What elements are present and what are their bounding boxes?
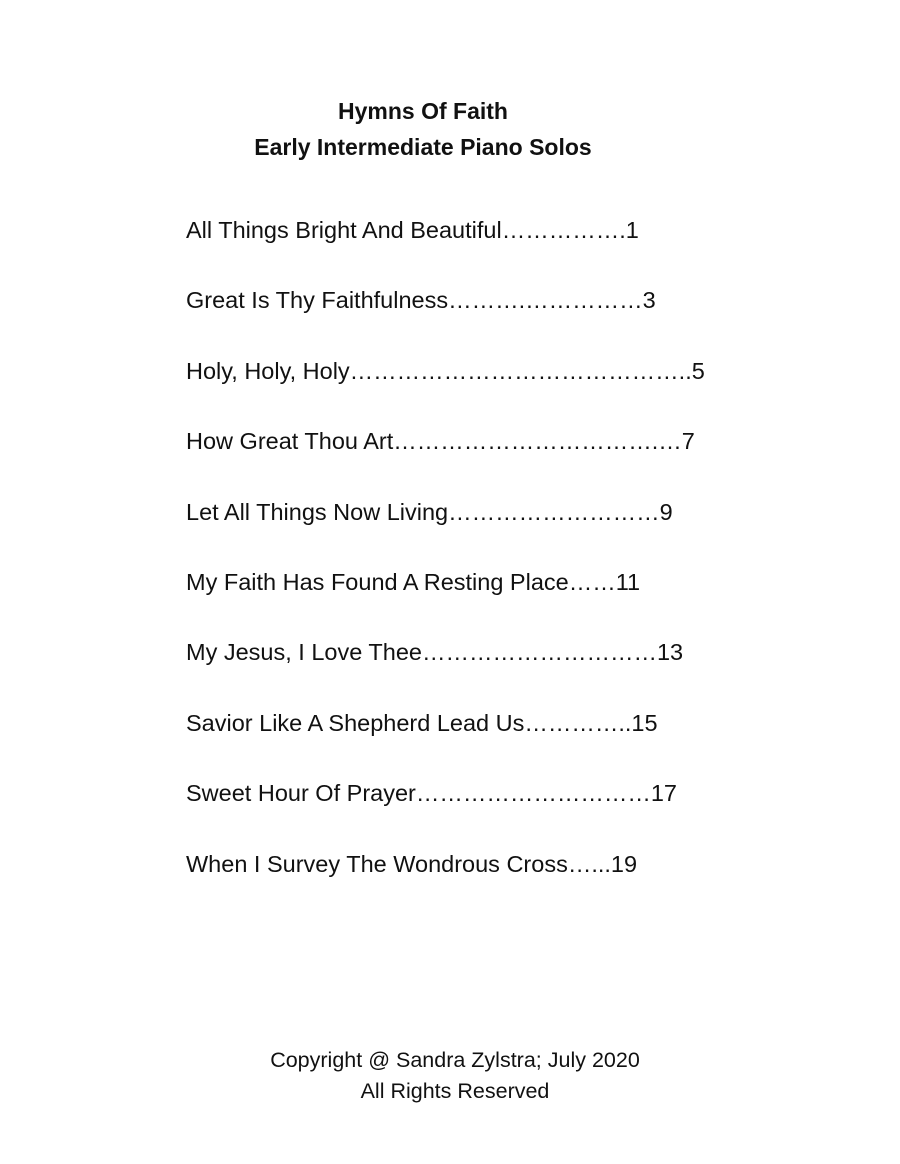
toc-entry: When I Survey The Wondrous Cross…...19	[186, 850, 638, 877]
toc-entry: How Great Thou Art…………………………….…7	[186, 428, 695, 455]
book-subtitle: Early Intermediate Piano Solos	[254, 134, 592, 160]
copyright-footer	[0, 1045, 900, 1107]
toc-entry: My Jesus, I Love Thee…………………………13	[186, 639, 684, 666]
copyright-notice: Copyright @ Sandra Zylstra; July 2020	[270, 1048, 640, 1072]
page-title	[0, 93, 846, 165]
toc-entry: Holy, Holy, Holy……………………………………..5	[186, 357, 705, 384]
book-title: Hymns Of Faith	[338, 98, 508, 124]
toc-entry: Let All Things Now Living………………………9	[186, 498, 673, 525]
toc-entry: My Faith Has Found A Resting Place……11	[186, 568, 641, 595]
toc-entry: Sweet Hour Of Prayer…………………………17	[186, 780, 677, 807]
toc-entry: Great Is Thy Faithfulness……….……………3	[186, 287, 656, 314]
table-of-contents	[186, 212, 746, 916]
toc-entry: All Things Bright And Beautiful…………….1	[186, 217, 639, 243]
rights-notice: All Rights Reserved	[360, 1079, 550, 1103]
toc-entry: Savior Like A Shepherd Lead Us…………..15	[186, 709, 658, 736]
